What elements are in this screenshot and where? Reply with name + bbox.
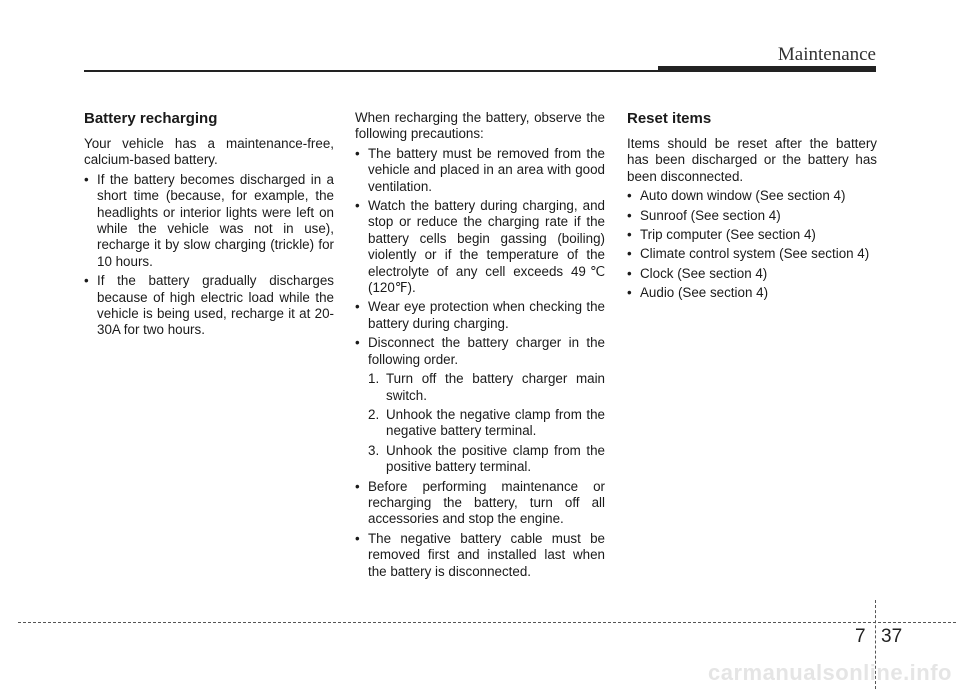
header-rule bbox=[84, 70, 658, 72]
list-item: • Clock (See section 4) bbox=[627, 266, 877, 282]
list-item: • Auto down window (See section 4) bbox=[627, 188, 877, 204]
step-number: 2. bbox=[368, 406, 380, 422]
paragraph-reset-intro: Items should be reset after the battery has been discharged or the battery has been disconnected. bbox=[627, 136, 877, 184]
column-battery-recharging bbox=[84, 110, 334, 342]
list-item: • If the battery gradually discharges because of high electric load while the vehicle is being used, recharge it at 20-30A for two hours. bbox=[84, 273, 334, 339]
step-number: 1. bbox=[368, 371, 380, 387]
list-item: • Audio (See section 4) bbox=[627, 285, 877, 301]
section-title: Maintenance bbox=[777, 44, 876, 65]
bullet-list bbox=[355, 146, 605, 368]
heading-reset-items: Reset items bbox=[627, 110, 712, 127]
step-text: Unhook the positive clamp from the positive battery terminal. bbox=[386, 442, 605, 475]
paragraph-precautions-intro: When recharging the battery, observe the following precautions: bbox=[355, 110, 605, 142]
page-number: 37 bbox=[881, 626, 903, 647]
list-item: • Climate control system (See section 4) bbox=[627, 246, 877, 262]
list-item: • Before performing maintenance or recharging the battery, turn off all accessories and stop the engine. bbox=[355, 479, 605, 528]
column-precautions bbox=[355, 110, 605, 583]
list-item: • Disconnect the battery charger in the following order. bbox=[355, 335, 605, 368]
step-item bbox=[355, 407, 605, 440]
list-item: • Sunroof (See section 4) bbox=[627, 208, 877, 224]
step-item bbox=[355, 443, 605, 476]
footer-rule bbox=[18, 622, 956, 623]
watermark: carmanualsonline.info bbox=[708, 660, 952, 685]
step-number: 3. bbox=[368, 442, 380, 458]
step-text: Turn off the battery charger main switch. bbox=[386, 371, 605, 403]
column-reset-items bbox=[627, 110, 877, 305]
bullet-list bbox=[627, 188, 877, 301]
bullet-list bbox=[355, 479, 605, 580]
numbered-list bbox=[355, 371, 605, 475]
paragraph-intro: Your vehicle has a maintenance-free, calcium-based battery. bbox=[84, 136, 334, 168]
chapter-number: 7 bbox=[855, 626, 866, 647]
list-item: • If the battery becomes discharged in a short time (because, for example, the headlights or interior lights were left on while the vehicle was not in use), recharge it by slow charging (trickle) for 10 hours. bbox=[84, 172, 334, 270]
list-item: • Wear eye protection when checking the battery during charging. bbox=[355, 299, 605, 332]
step-text: Unhook the negative clamp from the negative battery terminal. bbox=[386, 406, 605, 439]
list-item: • Trip computer (See section 4) bbox=[627, 227, 877, 243]
list-item: • Watch the battery during charging, and stop or reduce the charging rate if the battery cells begin gassing (boiling) violently or if the temperature of the electrolyte of any cell exceeds 49℃ (120℉). bbox=[355, 198, 605, 296]
step-item bbox=[355, 371, 605, 404]
heading-battery-recharging: Battery recharging bbox=[84, 110, 218, 127]
list-item: • The negative battery cable must be removed first and installed last when the battery is disconnected. bbox=[355, 531, 605, 580]
header-rule-accent bbox=[658, 66, 876, 72]
bullet-list bbox=[84, 172, 334, 339]
list-item: • The battery must be removed from the vehicle and placed in an area with good ventilation. bbox=[355, 146, 605, 195]
